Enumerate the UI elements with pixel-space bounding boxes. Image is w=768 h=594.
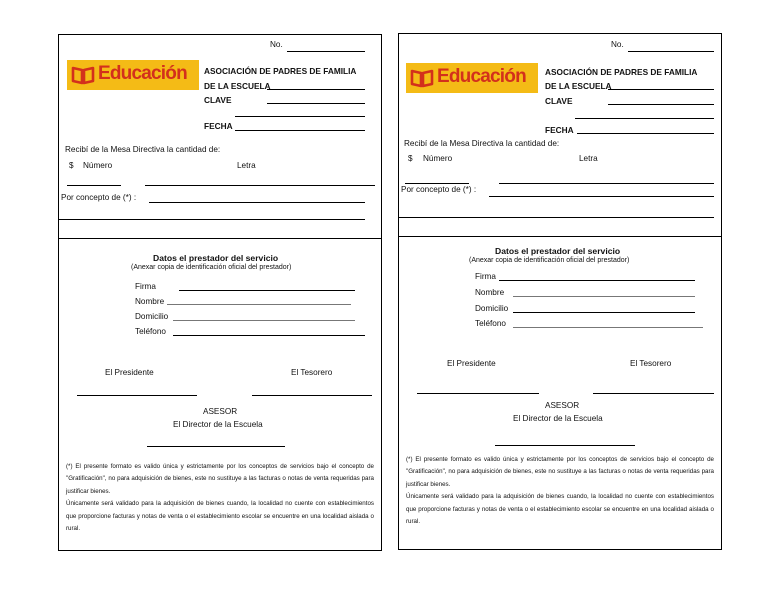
extra-line[interactable]: [235, 116, 365, 117]
receipt-form-left: [58, 34, 382, 551]
tesorero-label: El Tesorero: [630, 359, 672, 368]
folio-label: No.: [611, 40, 624, 49]
tesorero-label: El Tesorero: [291, 368, 333, 377]
presidente-signature-line[interactable]: [77, 395, 197, 396]
fecha-line[interactable]: [577, 133, 714, 134]
letra-line[interactable]: [499, 183, 714, 184]
section-divider: [59, 238, 381, 239]
director-label: El Director de la Escuela: [173, 420, 263, 429]
school-line[interactable]: [267, 89, 365, 90]
section-divider: [399, 236, 721, 237]
letra-line[interactable]: [145, 185, 375, 186]
provider-subtitle: (Anexar copia de identificación oficial del prestador): [469, 257, 630, 264]
concepto-line-1[interactable]: [149, 202, 365, 203]
tesorero-signature-line[interactable]: [593, 393, 714, 394]
notes-block: [406, 454, 714, 528]
folio-line[interactable]: [628, 51, 714, 52]
received-text: Recibí de la Mesa Directiva la cantidad de:: [65, 145, 221, 154]
notes-block: [66, 461, 374, 535]
logo-text: Educación: [437, 66, 526, 87]
domicilio-label: Domicilio: [475, 304, 509, 313]
presidente-label: El Presidente: [447, 359, 496, 368]
note-validation: Únicamente será validado para la adquisición de bienes cuando, la localidad no cuente con establecimientos que proporcione facturas y notas de venta o el establecimiento escolar se encuentre en una localidad aislada o rural.: [406, 493, 714, 526]
presidente-label: El Presidente: [105, 368, 154, 377]
dollar-sign: $: [69, 161, 74, 170]
numero-label: Número: [83, 161, 113, 170]
asesor-label: ASESOR: [545, 401, 580, 410]
clave-line[interactable]: [608, 104, 714, 105]
clave-label: CLAVE: [204, 95, 232, 105]
fecha-line[interactable]: [235, 130, 365, 131]
concepto-line-2[interactable]: [59, 219, 365, 220]
numero-label: Número: [423, 154, 453, 163]
fecha-label: FECHA: [545, 125, 574, 135]
education-logo: [67, 60, 199, 90]
association-title: ASOCIACIÓN DE PADRES DE FAMILIA: [204, 66, 357, 76]
open-book-icon: [410, 68, 434, 88]
telefono-line[interactable]: [173, 335, 365, 336]
clave-label: CLAVE: [545, 96, 573, 106]
nombre-label: Nombre: [475, 288, 505, 297]
numero-line[interactable]: [405, 183, 469, 184]
folio-line[interactable]: [287, 51, 365, 52]
extra-line[interactable]: [575, 118, 714, 119]
concepto-label: Por concepto de (*) :: [61, 193, 137, 202]
domicilio-line[interactable]: [513, 312, 695, 313]
dollar-sign: $: [408, 154, 413, 163]
school-label: DE LA ESCUELA: [545, 81, 612, 91]
receipt-form-right: [398, 33, 722, 550]
note-gratificacion: (*) El presente formato es valido única y estrictamente por los conceptos de servicios bajo el concepto de "Gratificación", no para adquisición de bienes, este no sustituye a las facturas o notas de venta requeridas para justificar bienes.: [66, 463, 374, 495]
received-text: Recibí de la Mesa Directiva la cantidad de:: [404, 139, 560, 148]
school-label: DE LA ESCUELA: [204, 81, 271, 91]
concepto-label: Por concepto de (*) :: [401, 185, 477, 194]
director-signature-line[interactable]: [147, 446, 285, 447]
firma-label: Firma: [475, 272, 496, 281]
tesorero-signature-line[interactable]: [252, 395, 372, 396]
domicilio-label: Domicilio: [135, 312, 169, 321]
nombre-line[interactable]: [167, 304, 351, 305]
domicilio-line[interactable]: [173, 320, 355, 321]
telefono-label: Teléfono: [135, 327, 166, 336]
firma-line[interactable]: [499, 280, 695, 281]
telefono-line[interactable]: [513, 327, 703, 328]
note-validation: Únicamente será validado para la adquisición de bienes cuando, la localidad no cuente con establecimientos que proporcione facturas y notas de venta o el establecimiento escolar se encuentre en una localidad aislada o rural.: [66, 500, 374, 533]
association-title: ASOCIACIÓN DE PADRES DE FAMILIA: [545, 67, 698, 77]
letra-label: Letra: [579, 154, 598, 163]
provider-title: Datos el prestador del servicio: [495, 246, 621, 256]
nombre-line[interactable]: [513, 296, 695, 297]
nombre-label: Nombre: [135, 297, 165, 306]
asesor-label: ASESOR: [203, 407, 238, 416]
telefono-label: Teléfono: [475, 319, 506, 328]
open-book-icon: [71, 65, 95, 85]
firma-label: Firma: [135, 282, 156, 291]
director-label: El Director de la Escuela: [513, 414, 603, 423]
clave-line[interactable]: [267, 103, 365, 104]
provider-subtitle: (Anexar copia de identificación oficial del prestador): [131, 264, 292, 271]
firma-line[interactable]: [179, 290, 355, 291]
director-signature-line[interactable]: [495, 445, 635, 446]
letra-label: Letra: [237, 161, 256, 170]
concepto-line-2[interactable]: [399, 217, 714, 218]
education-logo: [406, 63, 538, 93]
presidente-signature-line[interactable]: [417, 393, 539, 394]
fecha-label: FECHA: [204, 121, 233, 131]
numero-line[interactable]: [67, 185, 121, 186]
note-gratificacion: (*) El presente formato es valido única y estrictamente por los conceptos de servicios bajo el concepto de "Gratificación", no para adquisición de bienes, este no sustituye a las facturas o notas de venta requeridas para justificar bienes.: [406, 456, 714, 488]
logo-text: Educación: [98, 63, 187, 84]
concepto-line-1[interactable]: [489, 196, 714, 197]
provider-title: Datos el prestador del servicio: [153, 253, 279, 263]
folio-label: No.: [270, 40, 283, 49]
school-line[interactable]: [608, 89, 714, 90]
